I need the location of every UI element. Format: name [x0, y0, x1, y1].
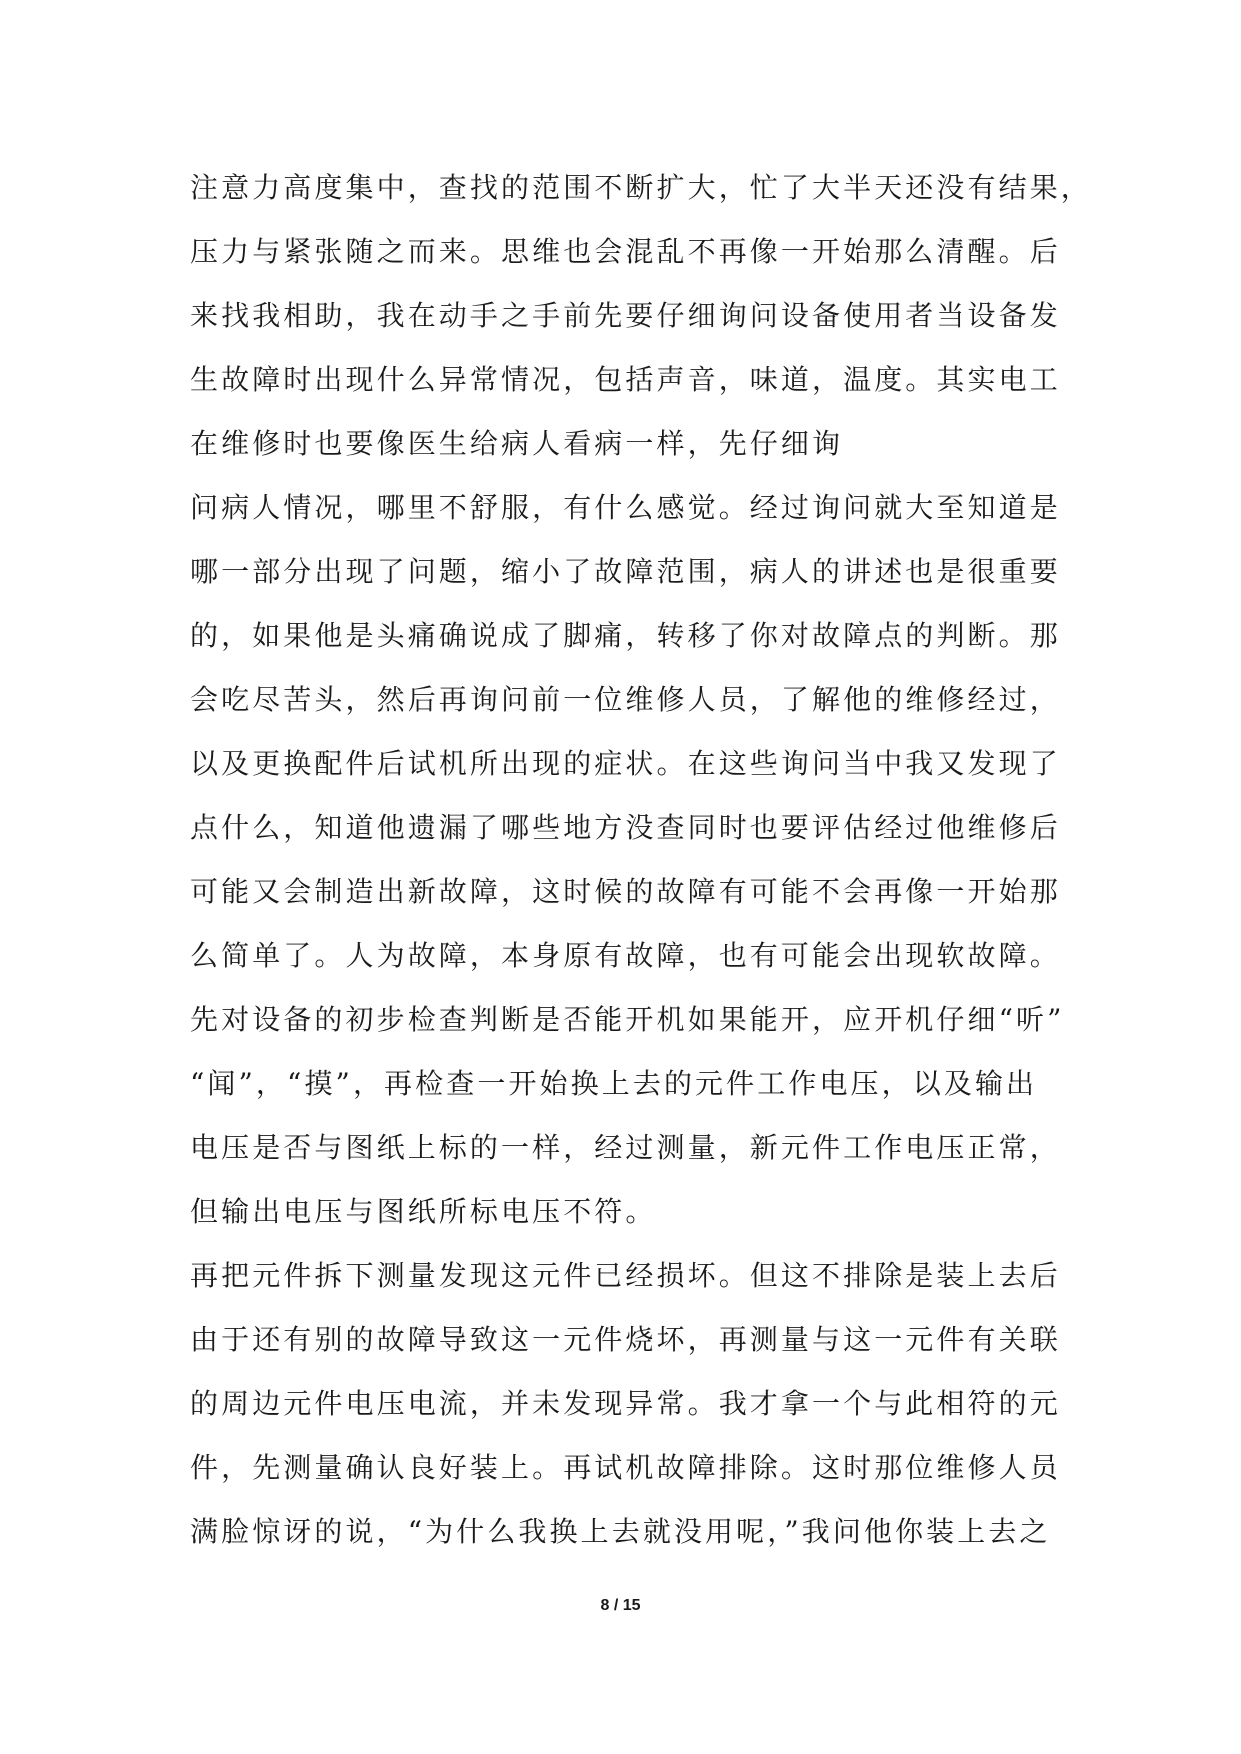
text-line: 满脸惊讶的说，“为什么我换上去就没用呢，”我问他你装上去之 — [190, 1515, 1051, 1548]
text-line: 可能又会制造出新故障，这时候的故障有可能不会再像一开始那 — [190, 875, 1061, 908]
text-line: 件，先测量确认良好装上。再试机故障排除。这时那位维修人员 — [190, 1451, 1061, 1484]
text-line: 问病人情况，哪里不舒服，有什么感觉。经过询问就大至知道是 — [190, 491, 1061, 524]
text-line: 在维修时也要像医生给病人看病一样，先仔细询 — [190, 427, 844, 460]
text-line: 哪一部分出现了问题，缩小了故障范围，病人的讲述也是很重要 — [190, 555, 1061, 588]
body-text — [190, 156, 1092, 1564]
text-line: 以及更换配件后试机所出现的症状。在这些询问当中我又发现了 — [190, 747, 1061, 780]
text-line: “闻”，“摸”，再检查一开始换上去的元件工作电压，以及输出 — [190, 1067, 1038, 1100]
text-line: 点什么，知道他遗漏了哪些地方没查同时也要评估经过他维修后 — [190, 811, 1061, 844]
text-line: 但输出电压与图纸所标电压不符。 — [190, 1195, 657, 1228]
text-line: 来找我相助，我在动手之手前先要仔细询问设备使用者当设备发 — [190, 299, 1061, 332]
text-line: 的，如果他是头痛确说成了脚痛，转移了你对故障点的判断。那 — [190, 619, 1061, 652]
text-line: 先对设备的初步检查判断是否能开机如果能开，应开机仔细“听” — [190, 1003, 1065, 1036]
text-line: 由于还有别的故障导致这一元件烧坏，再测量与这一元件有关联 — [190, 1323, 1061, 1356]
text-line: 压力与紧张随之而来。思维也会混乱不再像一开始那么清醒。后 — [190, 235, 1061, 268]
page-number: 8 / 15 — [600, 1597, 641, 1614]
text-line: 注意力高度集中，查找的范围不断扩大，忙了大半天还没有结果， — [190, 171, 1092, 204]
text-line: 电压是否与图纸上标的一样，经过测量，新元件工作电压正常， — [190, 1131, 1061, 1164]
text-line: 再把元件拆下测量发现这元件已经损坏。但这不排除是装上去后 — [190, 1259, 1061, 1292]
text-line: 会吃尽苦头，然后再询问前一位维修人员，了解他的维修经过， — [190, 683, 1061, 716]
text-line: 么简单了。人为故障，本身原有故障，也有可能会出现软故障。 — [190, 939, 1061, 972]
text-line: 的周边元件电压电流，并未发现异常。我才拿一个与此相符的元 — [190, 1387, 1061, 1420]
text-line: 生故障时出现什么异常情况，包括声音，味道，温度。其实电工 — [190, 363, 1061, 396]
